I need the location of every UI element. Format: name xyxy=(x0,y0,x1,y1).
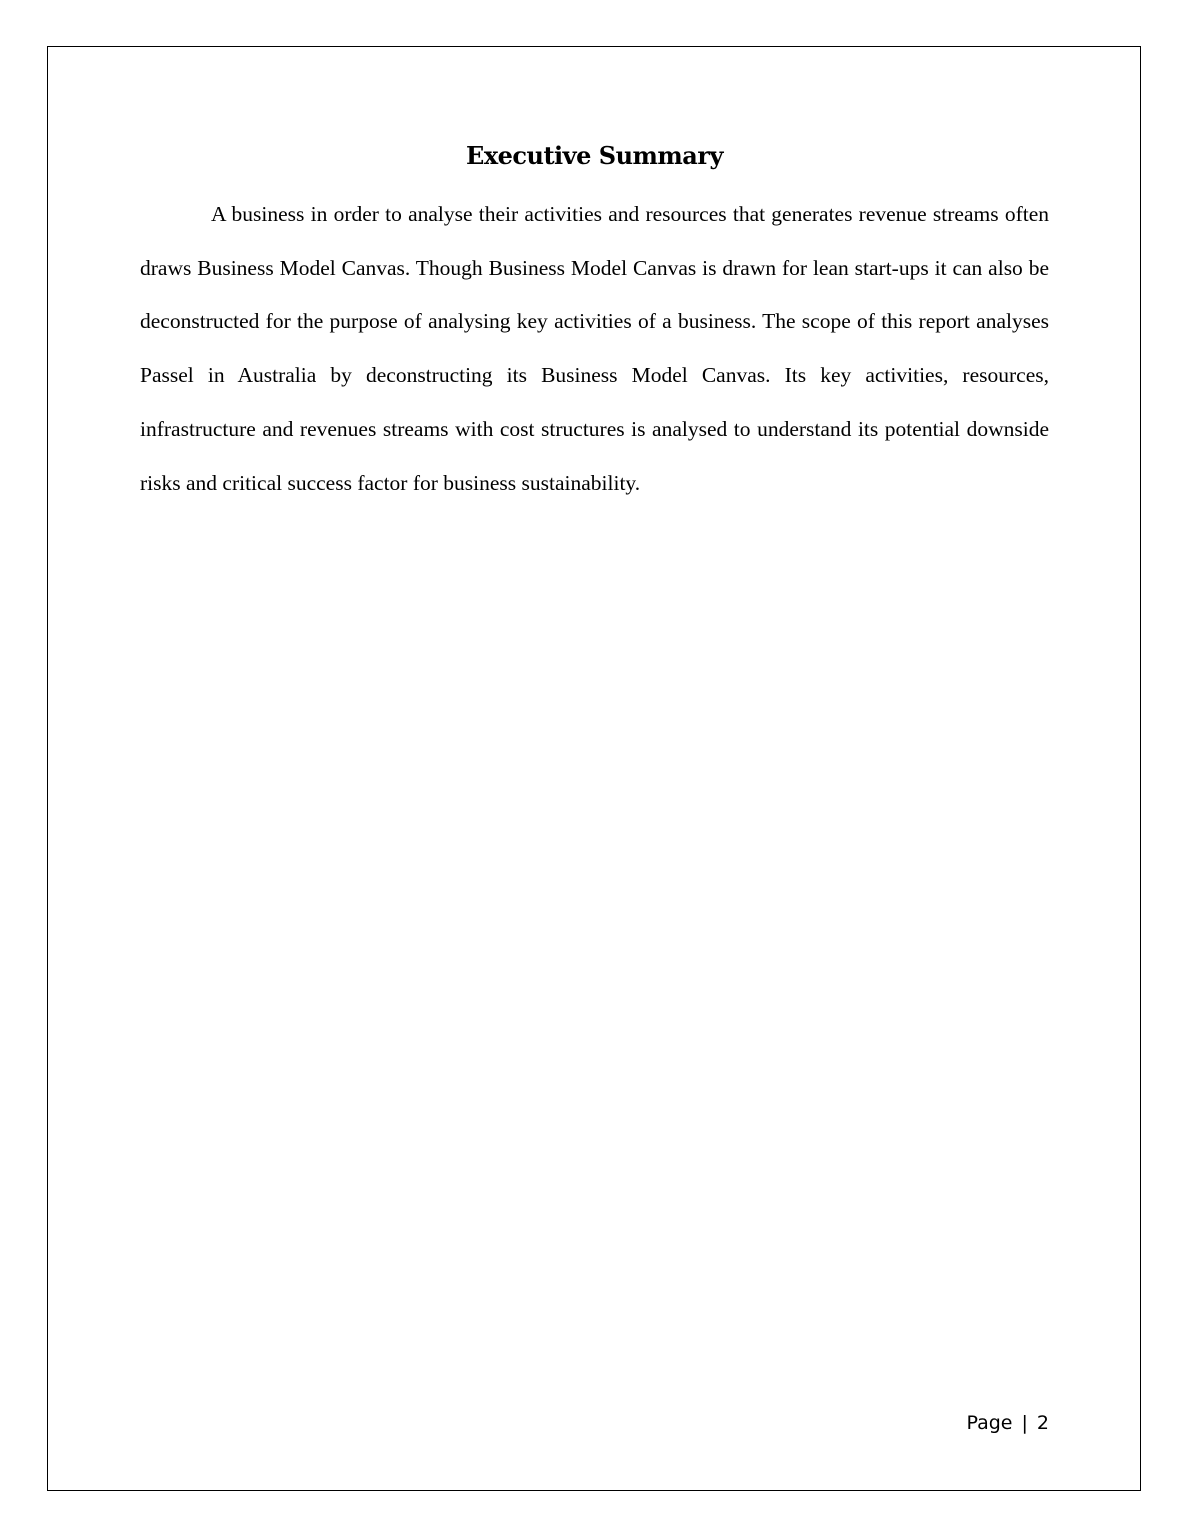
footer-page-number: 2 xyxy=(1036,1412,1049,1434)
page-content xyxy=(140,138,1049,510)
page-footer xyxy=(967,1412,1050,1434)
footer-separator: | xyxy=(1021,1412,1028,1434)
footer-page-label: Page xyxy=(966,1412,1013,1434)
page-title: Executive Summary xyxy=(466,141,723,170)
summary-paragraph: A business in order to analyse their activities and resources that generates revenue streams often draws Business Model Canvas. Though Business Model Canvas is drawn for lean start-ups it can also be deconstructed for the purpose of analysing key activities of a business. The scope of this report analyses Passel in Australia by deconstructing its Business Model Canvas. Its key activities, resources, infrastructure and revenues streams with cost structures is analysed to understand its potential downside risks and critical success factor for business sustainability. xyxy=(140,202,1049,495)
